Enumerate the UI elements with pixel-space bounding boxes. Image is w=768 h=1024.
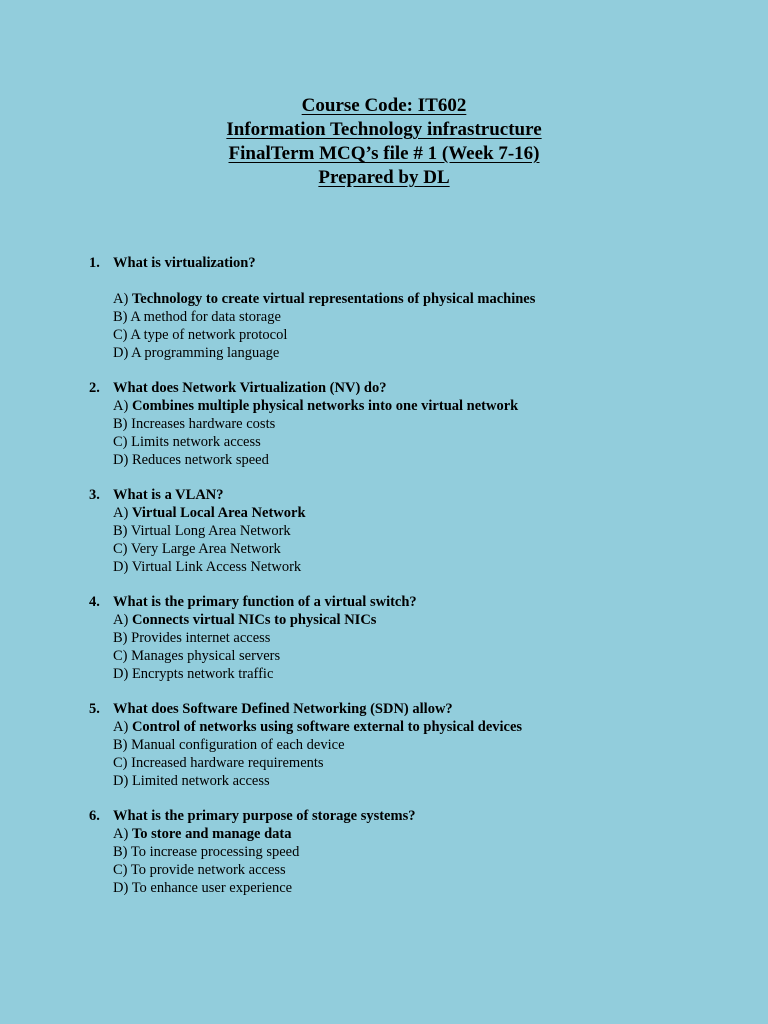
- option-item: [113, 879, 729, 897]
- question-item: [89, 700, 729, 790]
- option-text: Connects virtual NICs to physical NICs: [131, 612, 377, 628]
- option-letter: B): [113, 737, 128, 753]
- option-letter: D): [113, 773, 129, 789]
- option-letter: D): [113, 559, 129, 575]
- option-item: [113, 736, 729, 754]
- option-letter: C): [113, 648, 128, 664]
- option-text: Increased hardware requirements: [131, 755, 324, 771]
- course-code-title: Course Code: IT602: [301, 95, 467, 116]
- option-text: Encrypts network traffic: [131, 666, 274, 682]
- option-list: [113, 504, 729, 576]
- course-name-title: Information Technology infrastructure: [226, 119, 542, 140]
- question-header: [89, 700, 729, 718]
- option-item: [113, 326, 729, 344]
- question-list: [89, 254, 729, 914]
- option-letter: D): [113, 452, 129, 468]
- question-number: 3.: [89, 487, 100, 503]
- option-letter: B): [113, 309, 128, 325]
- option-item: [113, 451, 729, 469]
- option-item: [113, 861, 729, 879]
- question-number: 5.: [89, 701, 100, 717]
- option-text: Manages physical servers: [131, 648, 281, 664]
- option-item-correct: [113, 397, 729, 415]
- question-text: What is the primary purpose of storage systems?: [113, 808, 416, 824]
- option-item: [113, 540, 729, 558]
- option-letter: D): [113, 666, 129, 682]
- option-letter: A): [113, 291, 129, 307]
- option-item: [113, 308, 729, 326]
- option-item: [113, 415, 729, 433]
- question-header: [89, 254, 729, 272]
- option-text: To store and manage data: [131, 826, 292, 842]
- question-number: 1.: [89, 255, 100, 271]
- question-header: [89, 486, 729, 504]
- option-item-correct: [113, 290, 729, 308]
- question-number: 2.: [89, 380, 100, 396]
- option-text: Technology to create virtual representations of physical machines: [131, 291, 536, 307]
- question-item: [89, 593, 729, 683]
- file-title: FinalTerm MCQ’s file # 1 (Week 7-16): [228, 143, 540, 164]
- option-item: [113, 772, 729, 790]
- option-letter: B): [113, 630, 128, 646]
- question-number: 4.: [89, 594, 100, 610]
- option-text: A type of network protocol: [130, 327, 288, 343]
- option-item: [113, 629, 729, 647]
- document-header: [0, 94, 768, 190]
- option-text: To increase processing speed: [130, 844, 300, 860]
- option-text: Virtual Long Area Network: [130, 523, 291, 539]
- option-text: Provides internet access: [131, 630, 271, 646]
- question-header: [89, 807, 729, 825]
- option-text: Limited network access: [131, 773, 270, 789]
- option-item: [113, 843, 729, 861]
- question-number: 6.: [89, 808, 100, 824]
- option-item: [113, 665, 729, 683]
- option-letter: C): [113, 434, 128, 450]
- option-letter: C): [113, 755, 128, 771]
- question-item: [89, 254, 729, 362]
- option-letter: C): [113, 327, 128, 343]
- option-letter: B): [113, 844, 128, 860]
- option-list: [113, 611, 729, 683]
- option-item: [113, 433, 729, 451]
- option-letter: C): [113, 862, 128, 878]
- question-item: [89, 807, 729, 897]
- question-header: [89, 593, 729, 611]
- question-text: What does Network Virtualization (NV) do?: [113, 380, 387, 396]
- option-text: Very Large Area Network: [130, 541, 281, 557]
- option-text: Limits network access: [131, 434, 261, 450]
- option-text: A method for data storage: [130, 309, 281, 325]
- question-item: [89, 379, 729, 469]
- option-item-correct: [113, 504, 729, 522]
- option-letter: A): [113, 719, 129, 735]
- option-item: [113, 558, 729, 576]
- option-letter: A): [113, 398, 129, 414]
- option-letter: A): [113, 505, 129, 521]
- option-text: To enhance user experience: [131, 880, 293, 896]
- option-list: [113, 718, 729, 790]
- option-letter: D): [113, 345, 129, 361]
- option-letter: C): [113, 541, 128, 557]
- option-item: [113, 647, 729, 665]
- option-item-correct: [113, 825, 729, 843]
- option-list: [113, 825, 729, 897]
- question-text: What is the primary function of a virtual switch?: [113, 594, 417, 610]
- question-text: What is virtualization?: [113, 255, 256, 271]
- option-item: [113, 344, 729, 362]
- option-text: A programming language: [131, 345, 280, 361]
- option-text: Reduces network speed: [131, 452, 269, 468]
- option-text: Manual configuration of each device: [131, 737, 345, 753]
- option-letter: A): [113, 612, 129, 628]
- option-item: [113, 754, 729, 772]
- option-text: Virtual Local Area Network: [131, 505, 306, 521]
- option-list: [113, 397, 729, 469]
- author-title: Prepared by DL: [318, 167, 450, 188]
- option-text: Virtual Link Access Network: [131, 559, 302, 575]
- option-text: Increases hardware costs: [131, 416, 276, 432]
- option-letter: A): [113, 826, 129, 842]
- option-letter: B): [113, 416, 128, 432]
- option-item-correct: [113, 718, 729, 736]
- option-text: Control of networks using software external to physical devices: [131, 719, 523, 735]
- option-letter: B): [113, 523, 128, 539]
- question-item: [89, 486, 729, 576]
- question-text: What does Software Defined Networking (SDN) allow?: [113, 701, 453, 717]
- option-item-correct: [113, 611, 729, 629]
- option-item: [113, 522, 729, 540]
- question-header: [89, 379, 729, 397]
- option-text: Combines multiple physical networks into one virtual network: [131, 398, 519, 414]
- question-text: What is a VLAN?: [113, 487, 224, 503]
- option-letter: D): [113, 880, 129, 896]
- option-list: [113, 290, 729, 362]
- option-text: To provide network access: [130, 862, 286, 878]
